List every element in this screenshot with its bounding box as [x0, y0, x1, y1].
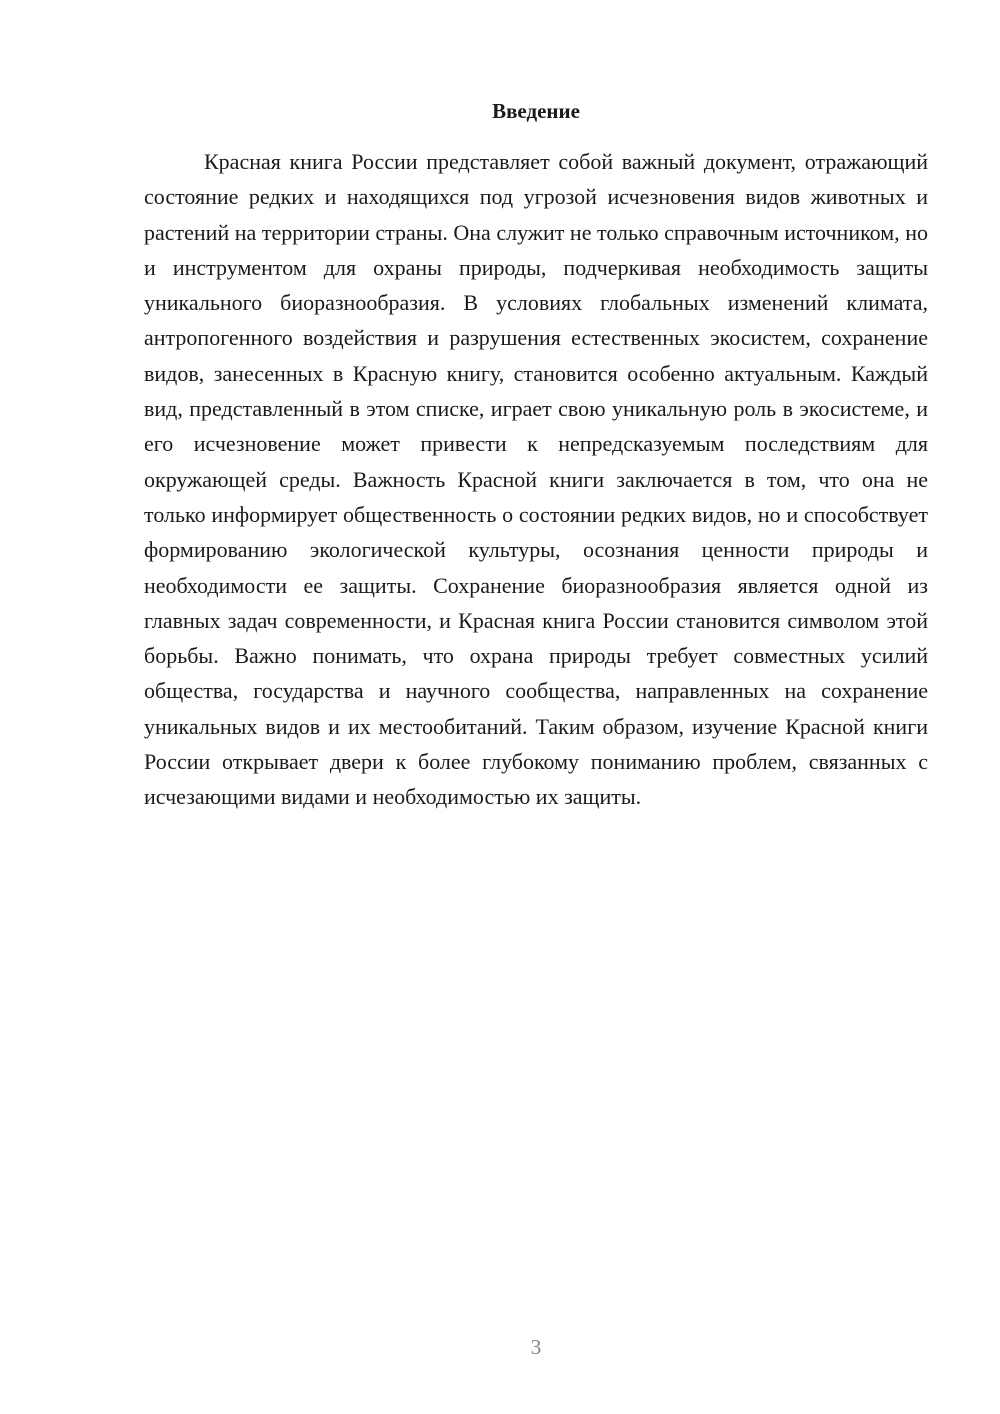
page-number: 3 — [530, 1335, 542, 1359]
body-paragraph: Красная книга России представляет собой важный документ, отражающий состояние редких и находящихся под угрозой исчезновения видов животных и растений на территории страны. Она служит не только справочным источником, но и инструментом для охраны природы, подчеркивая необходимость защиты уникального биоразнообразия. В условиях глобальных изменений климата, антропогенного воздействия и разрушения естественных экосистем, сохранение видов, занесенных в Красную книгу, становится особенно актуальным. Каждый вид, представленный в этом списке, играет свою уникальную роль в экосистеме, и его исчезновение может привести к непредсказуемым последствиям для окружающей среды. Важность Красной книги заключается в том, что она не только информирует общественность о состоянии редких видов, но и способствует формированию экологической культуры, осознания ценности природы и необходимости ее защиты. Сохранение биоразнообразия является одной из главных задач современности, и Красная книга России становится символом этой борьбы. Важно понимать, что охрана природы требует совместных усилий общества, государства и научного сообщества, направленных на сохранение уникальных видов и их местообитаний. Таким образом, изучение Красной книги России открывает двери к более глубокому пониманию проблем, связанных с исчезающими видами и необходимостью их защиты. — [144, 149, 928, 810]
section-heading: Введение — [492, 99, 580, 123]
